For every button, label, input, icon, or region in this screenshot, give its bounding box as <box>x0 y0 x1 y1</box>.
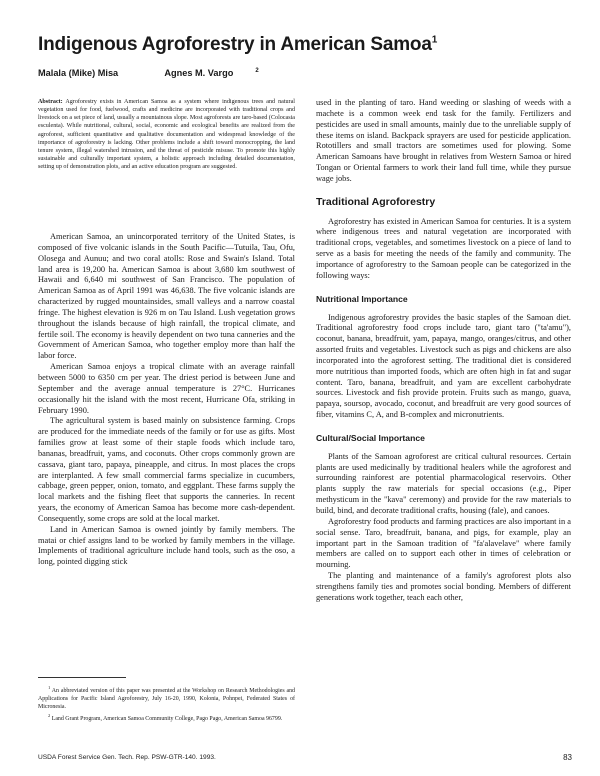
footnote-2 <box>38 712 295 724</box>
author-2-footnote-mark: 2 <box>255 68 259 74</box>
body-paragraph: American Samoa, an unincorporated territory of the United States, is composed of five volcanic islands in the South Pacific—Tutuila, Tau, Ofu, Olosega and Aunuu; and two coral atolls: Rose and Swain's Island. Total land area is 19,200 ha. American Samoa is about 3,680 km southwest of Hawaii and 6,640 mi southwest of San Francisco. The population of American Samoa as of April 1991 was 46,638. The five volcanic islands are characterized by rugged mountainsides, small valleys and a narrow coastal fringe. The highest elevation is 926 m on Tau Island. Lush vegetation grows throughout the islands because of high rainfall, the tropical climate, and fertile soil. The economy is heavily dependent on two tuna canneries and the Government of American Samoa, who together employ more than half the labor force. <box>38 232 295 361</box>
body-paragraph: used in the planting of taro. Hand weeding or slashing of weeds with a machete is a common week end task for the family. Fertilizers and pesticides are used in small amounts, mainly due to the unreliable supply of these items on island. Backpack sprayers are used for pesticide application. Rototillers and small tractors are sometimes used for plowing. Some American Samoans have brought in relatives from Western Samoa or hired Tongan or Oriental farmers to work their land full time, while they pursue wage jobs. <box>316 98 571 183</box>
title-footnote-mark: 1 <box>431 34 438 46</box>
right-column <box>316 98 571 604</box>
abstract-text: Agroforestry exists in American Samoa as a system where indigenous trees and natural vegetation used for food, fuelwood, crafts and medicine are incorporated with traditional crops and livestock on a set piece of land, usually a mountainous slope. Most agroforests are taro-based (Colocasia esculenta). While nutritional, cultural, social, economic and ecological benefits are realized from the agroforest, sufficient quantitative and qualitative documentation and widespread knowledge of the importance of agroforestry is lacking. Other problems include a shift toward monocropping, the land tenure system, illegal watershed intrusion, and the threat of pesticide misuse. To promote this highly sustainable and culturally important system, a holistic approach including detailed documentation, setting up of demonstration plots, and an active education program are suggested. <box>38 99 295 171</box>
authors <box>38 68 281 78</box>
subsection-heading-cultural-social: Cultural/Social Importance <box>316 432 425 443</box>
subsection-heading-nutritional: Nutritional Importance <box>316 293 408 304</box>
body-paragraph: Land in American Samoa is owned jointly by family members. The matai or chief assigns land to be worked by family members in the village. Implements of traditional agriculture include hand tools, such as the oso, a long, pointed digging stick <box>38 524 295 567</box>
footnotes <box>38 684 295 724</box>
footnote-2-text: Land Grant Program, American Samoa Community College, Pago Pago, American Samoa 96799. <box>50 715 283 722</box>
body-paragraph: The planting and maintenance of a family's agroforest plots also strengthens family ties and promotes social bonding. Members of different generations work together, teach each other, <box>316 571 571 602</box>
body-paragraph: Agroforestry food products and farming practices are also important in a social sense. Taro, breadfruit, banana, and pigs, for example, play an important part in the Samoan tradition of "fa'alavelave" where family members are called on to support each other in times of celebration or mourning. <box>316 516 571 570</box>
abstract-label: Abstract: <box>38 99 63 105</box>
author-1-name: Malala (Mike) Misa <box>38 68 119 79</box>
page-title <box>38 34 437 56</box>
page-number: 83 <box>563 753 572 762</box>
footnote-2-mark: 2 <box>48 712 51 718</box>
page-footer: USDA Forest Service Gen. Tech. Rep. PSW-GTR-140. 1993. <box>38 754 216 761</box>
section-heading-traditional-agroforestry: Traditional Agroforestry <box>316 195 436 208</box>
body-paragraph: Indigenous agroforestry provides the basic staples of the Samoan diet. Traditional agroforestry food crops include taro, giant taro ("ta'amu"), coconut, banana, breadfruit, yam, papaya, mango, oranges/citrus, and other assorted fruits and vegetables. Livestock such as pigs and chickens are also incorporated into the agroforest setting. The traditional diet is considered more nutritious than imported foods, which are often high in fat and sugar content. Taro, banana, breadfruit, and yam are excellent carbohydrate sources. Livestock and fish provide protein. Fruits such as mango, guava, papaya, soursop, avocado, coconut, and breadfruit are very good sources of fiber, vitamins C, A, and B-complex and micronutrients. <box>316 312 571 420</box>
body-paragraph: Plants of the Samoan agroforest are critical cultural resources. Certain plants are used medicinally by traditional healers while the agroforest and surrounding rainforest are potential pharmacological reservoirs. Other plants supply the raw materials for special occasions (e.g., Piper methysticum in the "kava" ceremony) and provide for the raw materials to build, bind, and decorate traditional crafts, housing (fale), and canoes. <box>316 451 571 515</box>
footnote-divider <box>38 677 126 678</box>
author-2 <box>164 68 258 78</box>
footnote-1-mark: 1 <box>48 685 51 690</box>
title-text: Indigenous Agroforestry in American Samoa <box>38 34 432 55</box>
author-2-name: Agnes M. Vargo <box>164 68 234 79</box>
body-paragraph: Agroforestry has existed in American Samoa for centuries. It is a system where indigenous trees and natural vegetation are incorporated with traditional crops, vegetables, and sometimes livestock on a piece of land to serve as a basis for meeting the needs of the family and community. The importance of agroforestry to the Samoan people can be categorized in the following ways: <box>316 216 571 280</box>
footnote-1-text: An abbreviated version of this paper was presented at the Workshop on Research Methodologies and Applications for Pacific Island Agroforestry, July 16-20, 1990, Kolonia, Pohnpei, Federated States of Micronesia. <box>38 687 295 710</box>
body-paragraph: The agricultural system is based mainly on subsistence farming. Crops are produced for the immediate needs of the family or for use as gifts. Most families grow at least some of their staple foods which include taro, bananas, breadfruit, yams, and coconuts. Other crops commonly grown are cassava, giant taro, papaya, pineapple, and citrus. In most places the crops are interplanted. A few small commercial farms specialize in cucumbers, cabbage, green pepper, onion, tomato, and eggplant. These farms supply the local markets and the fishing fleet that supports the canneries. In recent years, the economy of American Samoa has become more cash-dependent. Consequently, some crops are sold at the local market. <box>38 416 295 523</box>
body-paragraph: American Samoa enjoys a tropical climate with an average rainfall between 5000 to 6350 cm per year. The driest period is between June and September and the average annual temperature is 27°C. Hurricanes occasionally hit the island with the most recent, Hurricane Ofa, striking in February 1990. <box>38 362 295 415</box>
footnote-1 <box>38 684 295 712</box>
abstract <box>38 98 295 171</box>
left-column <box>38 232 295 568</box>
author-1 <box>38 68 140 78</box>
